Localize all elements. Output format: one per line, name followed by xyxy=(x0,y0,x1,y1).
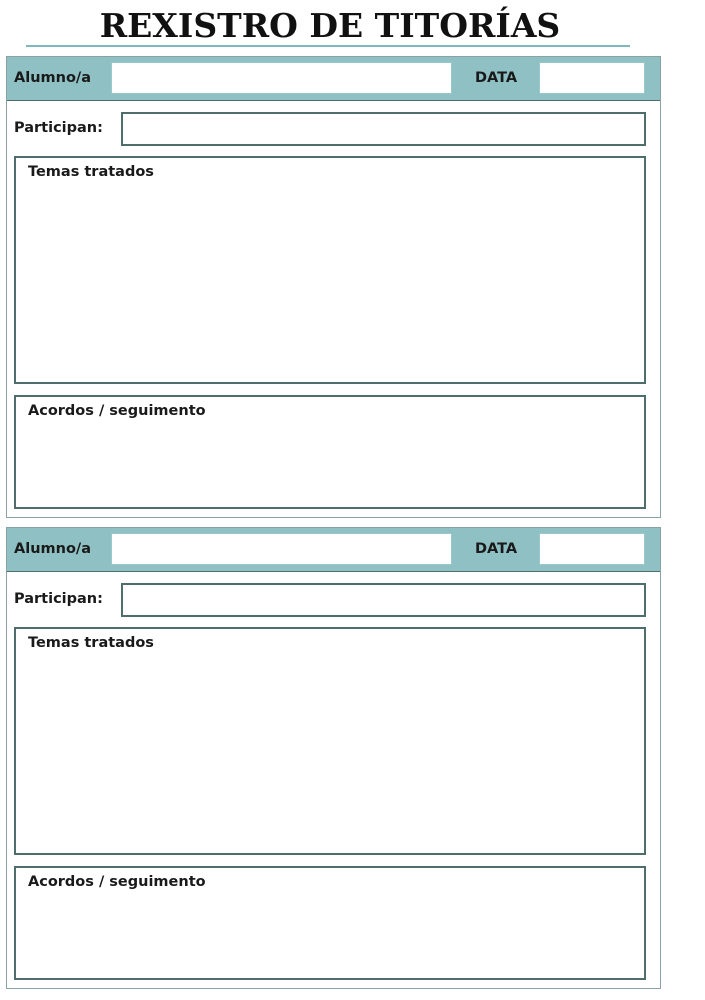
temas-tratados-label: Temas tratados xyxy=(28,635,154,651)
data-label: DATA xyxy=(475,70,518,86)
temas-tratados-label: Temas tratados xyxy=(28,164,154,180)
alumno-field[interactable] xyxy=(111,62,452,94)
temas-tratados-box[interactable] xyxy=(14,156,646,384)
acordos-seguimento-label: Acordos / seguimento xyxy=(28,874,206,890)
card-header xyxy=(7,57,660,101)
date-field[interactable] xyxy=(539,533,645,565)
data-label: DATA xyxy=(475,541,518,557)
card-header xyxy=(7,528,660,572)
alumno-label: Alumno/a xyxy=(14,70,91,86)
tutoring-record-card xyxy=(6,527,661,989)
title-divider xyxy=(26,45,630,47)
participan-field[interactable] xyxy=(121,112,646,146)
page-title: REXISTRO DE TITORÍAS xyxy=(99,6,561,45)
alumno-field[interactable] xyxy=(111,533,452,565)
participan-field[interactable] xyxy=(121,583,646,617)
acordos-seguimento-box[interactable] xyxy=(14,395,646,509)
acordos-seguimento-label: Acordos / seguimento xyxy=(28,403,206,419)
tutoring-record-card xyxy=(6,56,661,518)
date-field[interactable] xyxy=(539,62,645,94)
alumno-label: Alumno/a xyxy=(14,541,91,557)
participan-label: Participan: xyxy=(14,120,103,136)
acordos-seguimento-box[interactable] xyxy=(14,866,646,980)
temas-tratados-box[interactable] xyxy=(14,627,646,855)
participan-label: Participan: xyxy=(14,591,103,607)
